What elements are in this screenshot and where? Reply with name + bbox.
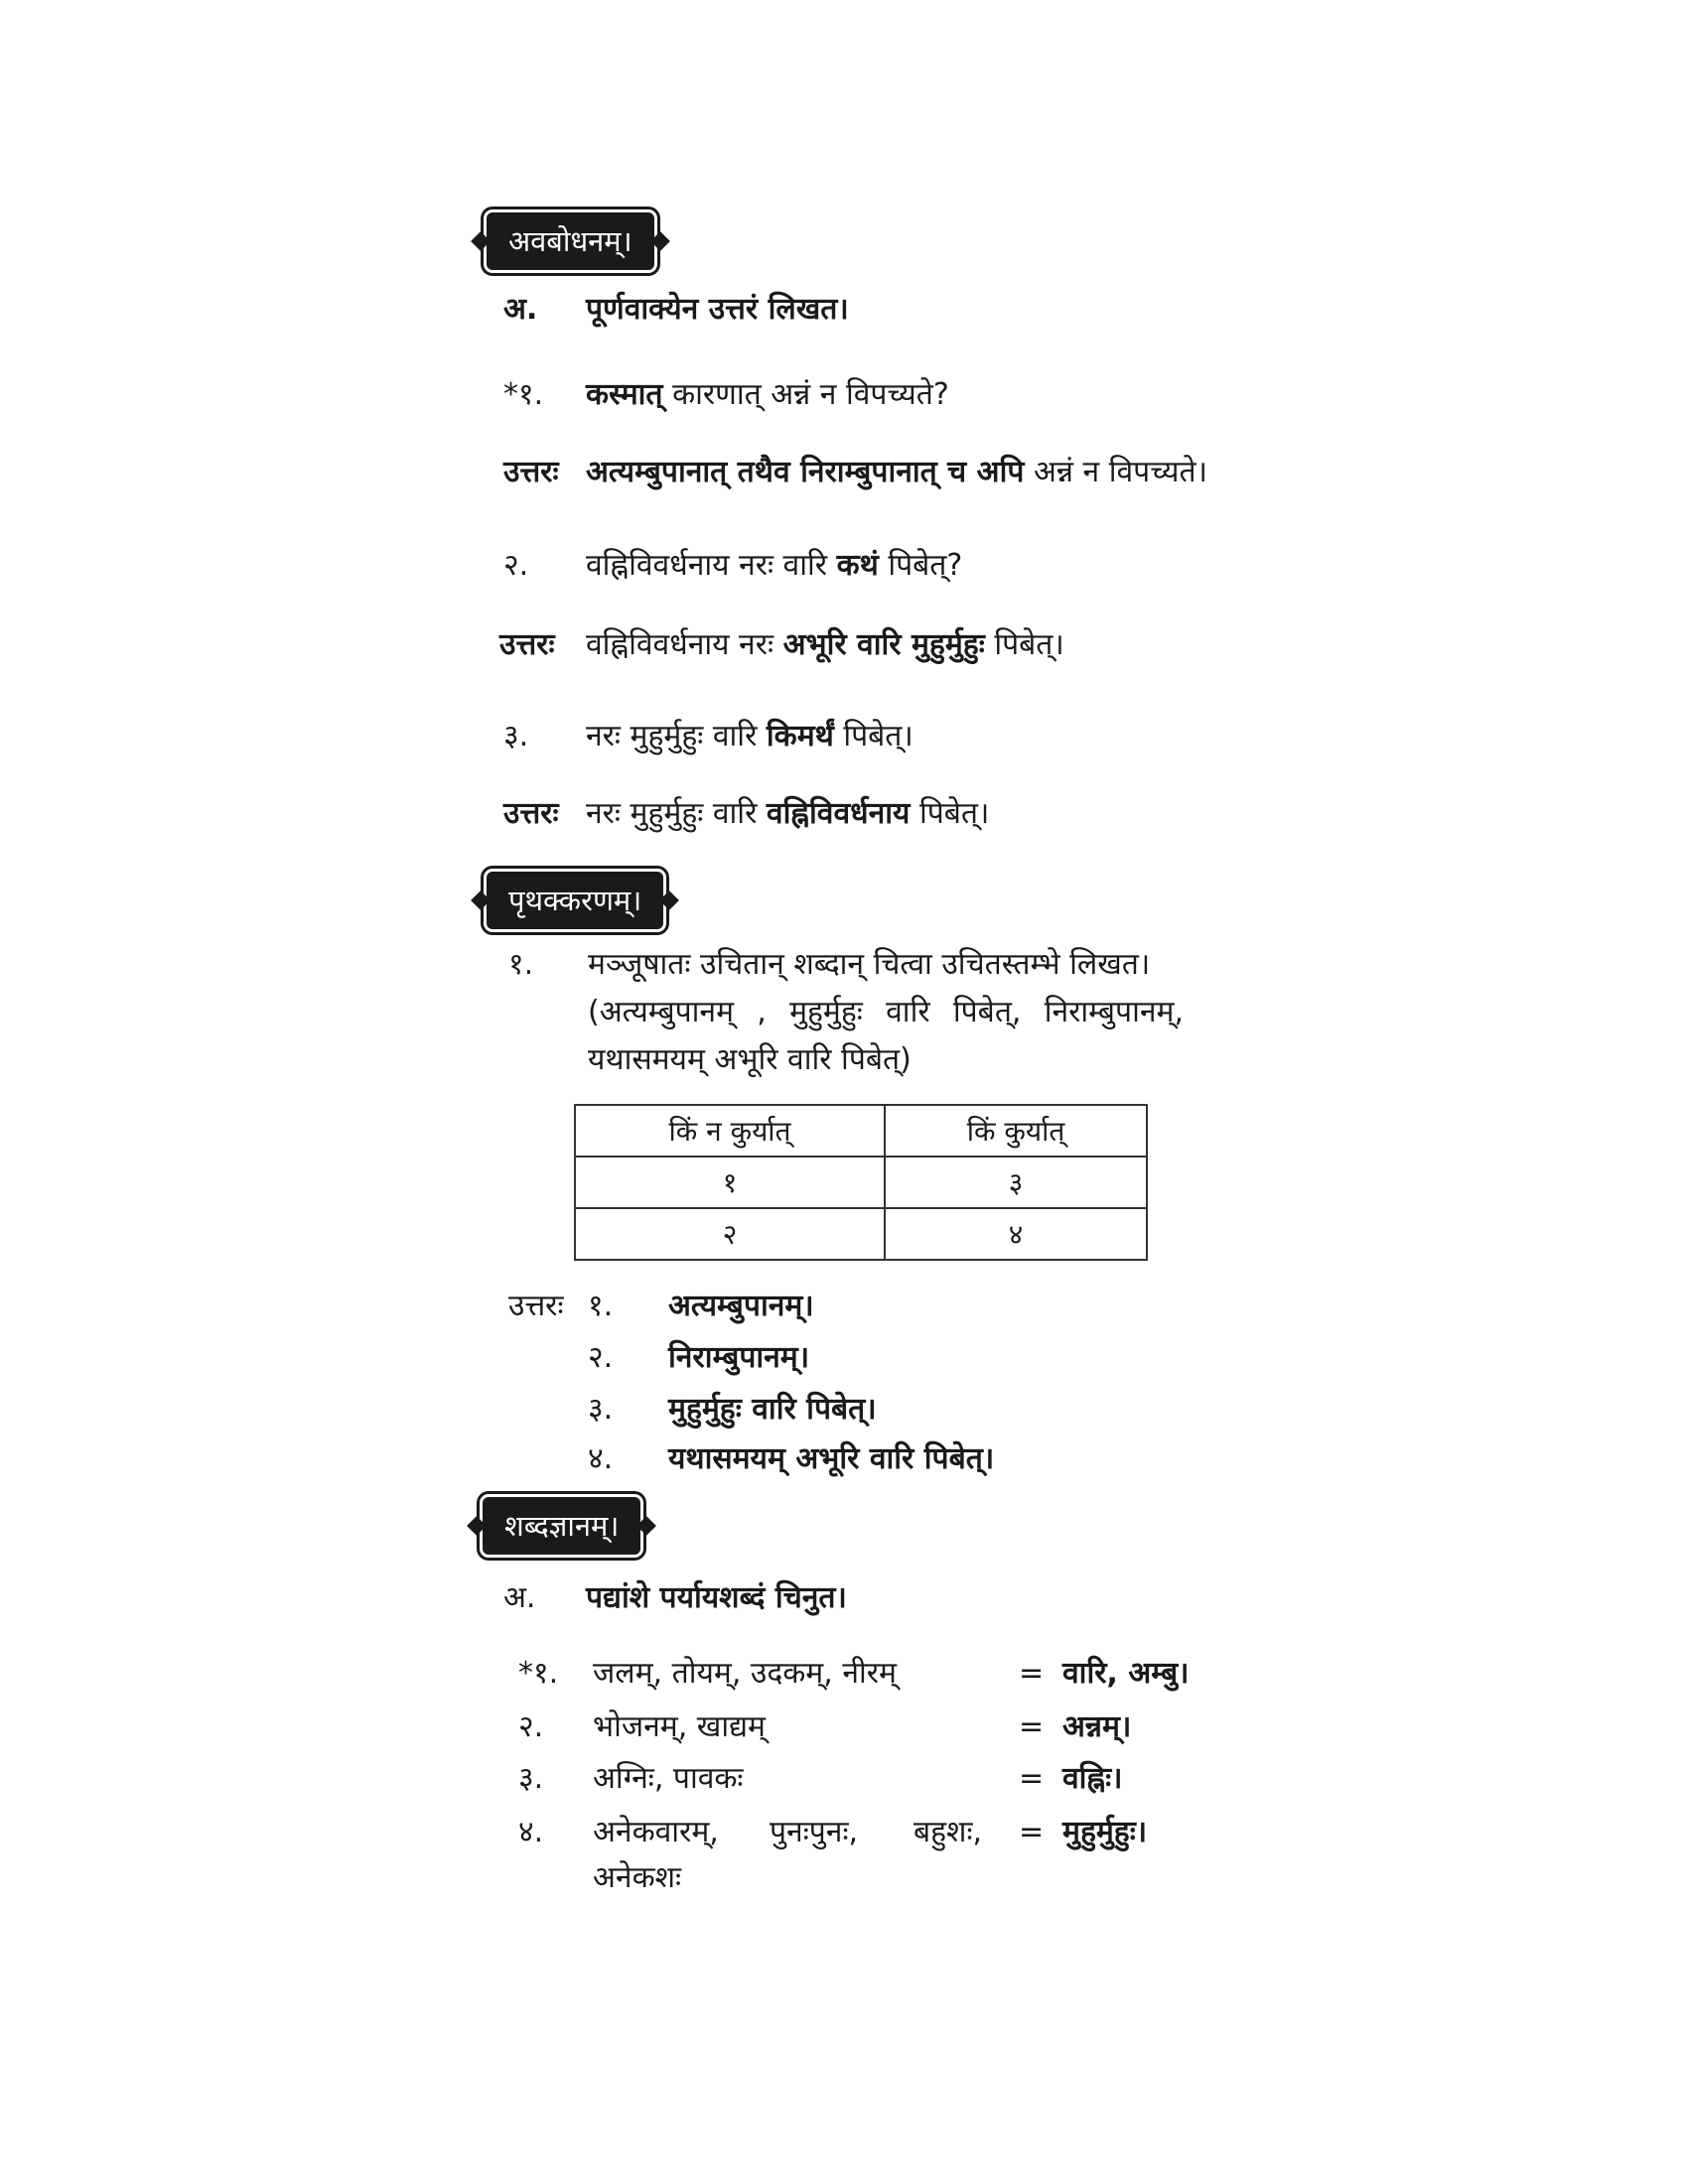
answer-text: नरः मुहुर्मुहुः वारि वह्निविवर्धनाय पिबेत्। <box>586 796 990 831</box>
answer-label: उत्तरः <box>503 455 559 489</box>
question-text: कस्मात् कारणात् अन्नं न विपच्यते? <box>586 377 949 412</box>
question-number: ३. <box>503 719 529 753</box>
word-box-line: यथासमयम् अभूरि वारि पिबेत्) <box>588 1042 912 1077</box>
table-cell: ३ <box>885 1157 1147 1208</box>
table-cell: ४ <box>885 1208 1147 1260</box>
synonym-list: बहुशः, <box>914 1815 983 1849</box>
table-header: किं कुर्यात् <box>885 1105 1147 1157</box>
word-box <box>588 993 1184 1032</box>
question-text: नरः मुहुर्मुहुः वारि किमर्थं पिबेत्। <box>586 719 914 753</box>
equals-sign: = <box>1019 1815 1045 1849</box>
section-badge-avabodhanam: अवबोधनम्। <box>487 212 654 270</box>
answer-text: यथासमयम् अभूरि वारि पिबेत्। <box>668 1441 995 1476</box>
word-box-item: , <box>757 995 767 1029</box>
synonym-list: अनेकवारम्, <box>593 1815 719 1849</box>
table-header: किं न कुर्यात् <box>575 1105 885 1157</box>
synonym-answer: वह्निः। <box>1062 1761 1123 1796</box>
answer-number: ३. <box>588 1392 614 1427</box>
table-cell: २ <box>575 1208 885 1260</box>
section-badge-prithakkaranam: पृथक्करणम्। <box>487 872 663 929</box>
section-badge-shabdajnanam: शब्दज्ञानम्। <box>483 1497 640 1555</box>
item-number: ३. <box>518 1761 544 1796</box>
instruction-text: मञ्जूषातः उचितान् शब्दान् चित्वा उचितस्तम्भे लिखत। <box>588 947 1151 982</box>
answer-text: निराम्बुपानम्। <box>668 1340 810 1375</box>
equals-sign: = <box>1019 1656 1045 1691</box>
item-number: *१. <box>518 1656 559 1691</box>
word-box-item: निराम्बुपानम्, <box>1044 995 1184 1029</box>
equals-sign: = <box>1019 1761 1045 1796</box>
question-label: अ. <box>503 1580 536 1615</box>
answer-text: अत्यम्बुपानात् तथैव निराम्बुपानात् च अपि अन्नं न विपच्यते। <box>586 455 1207 489</box>
answer-label: उत्तरः <box>508 1289 564 1323</box>
answer-text: अत्यम्बुपानम्। <box>668 1289 814 1323</box>
question-number: १. <box>508 947 534 982</box>
answer-text: वह्निविवर्धनाय नरः अभूरि वारि मुहुर्मुहुः पिबेत्। <box>586 627 1064 662</box>
question-number: २. <box>503 548 529 583</box>
word-box-item: वारि <box>886 995 930 1029</box>
answer-label: उत्तरः <box>503 796 559 831</box>
table-row <box>575 1157 1147 1208</box>
answer-number: २. <box>588 1340 614 1375</box>
table-row <box>575 1208 1147 1260</box>
answer-number: १. <box>588 1289 614 1323</box>
question-number: *१. <box>503 377 544 412</box>
synonym-list-continuation: अनेकशः <box>593 1860 682 1895</box>
synonym-answer: अन्नम्। <box>1062 1709 1132 1744</box>
synonym-list: जलम्, तोयम्, उदकम्, नीरम् <box>593 1656 897 1691</box>
word-box-item: मुहुर्मुहुः <box>789 995 863 1029</box>
synonym-answer: वारि, अम्बु। <box>1062 1656 1190 1691</box>
question-text: वह्निविवर्धनाय नरः वारि कथं पिबेत्? <box>586 548 963 583</box>
item-number: ४. <box>518 1815 544 1849</box>
answer-number: ४. <box>588 1441 614 1476</box>
equals-sign: = <box>1019 1709 1045 1744</box>
synonym-list: पुनःपुनः, <box>770 1815 859 1849</box>
table-cell: १ <box>575 1157 885 1208</box>
item-number: २. <box>518 1709 544 1744</box>
synonym-list: अग्निः, पावकः <box>593 1761 744 1796</box>
instruction-text: पूर्णवाक्येन उत्तरं लिखत। <box>586 292 849 327</box>
answer-table <box>574 1104 1148 1261</box>
table-header-row <box>575 1105 1147 1157</box>
word-box-item: (अत्यम्बुपानम् <box>588 995 735 1029</box>
answer-label: उत्तरः <box>499 627 555 662</box>
question-label: अ. <box>503 292 538 327</box>
instruction-text: पद्यांशे पर्यायशब्दं चिनुत। <box>586 1580 847 1615</box>
word-box-item: पिबेत्, <box>952 995 1022 1029</box>
synonym-answer: मुहुर्मुहुः। <box>1062 1815 1148 1849</box>
answer-text: मुहुर्मुहुः वारि पिबेत्। <box>668 1392 877 1427</box>
synonym-list: भोजनम्, खाद्यम् <box>593 1709 766 1744</box>
